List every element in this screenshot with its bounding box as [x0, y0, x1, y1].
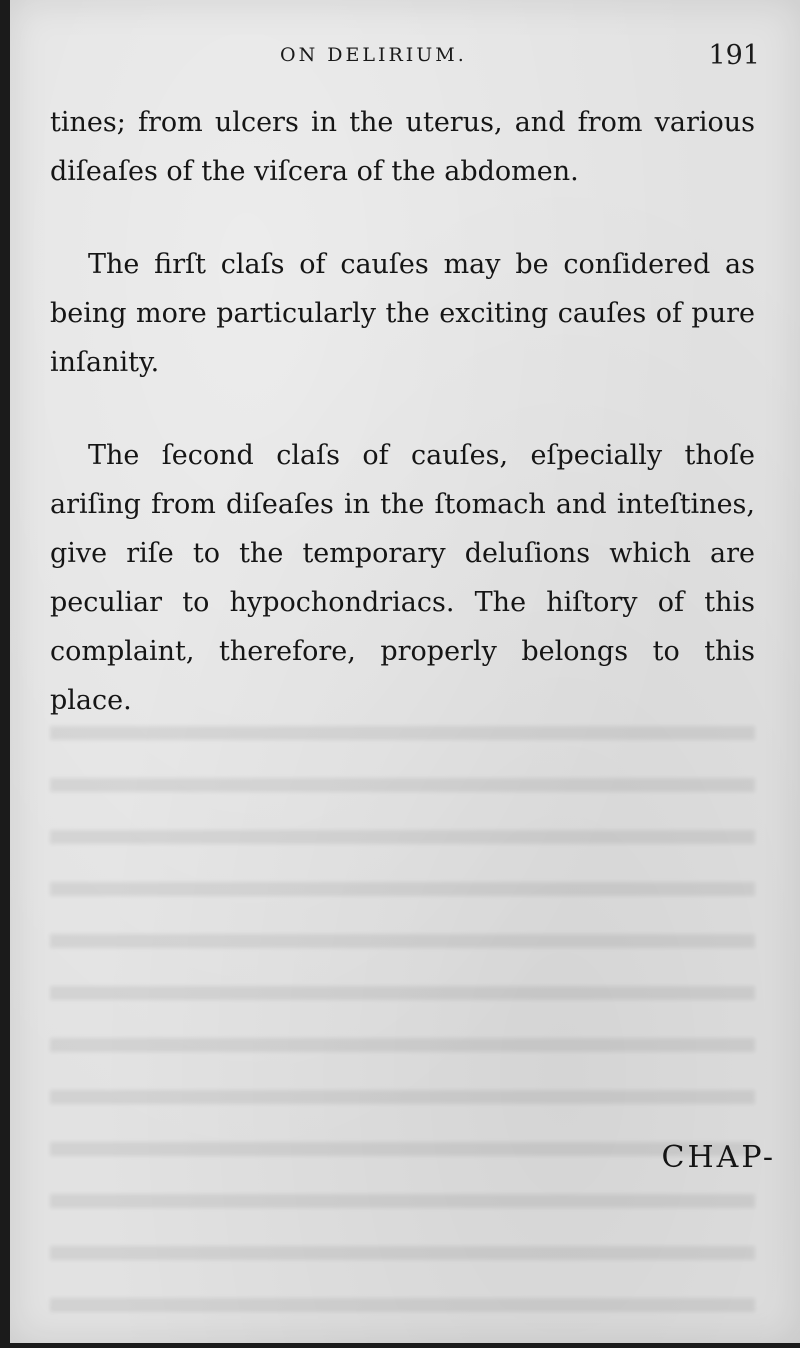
book-page — [10, 0, 800, 1343]
paragraph-second-class: The ſecond claſs of cauſes, eſpecially thoſe ariſing from diſeaſes in the ſtomach and inteſtines, give riſe to the temporary deluſions which are peculiar to hypochondriacs. The hiſtory of this complaint, therefore, properly belongs to this place. — [50, 440, 755, 716]
reverse-side-bleed-through — [50, 700, 755, 1340]
page-number: 191 — [708, 40, 760, 71]
paragraph-continuation: tines; from ulcers in the uterus, and from various diſeaſes of the viſcera of the abdomen. — [50, 107, 755, 187]
body-text — [50, 98, 755, 725]
page-header — [10, 40, 800, 80]
catchword: CHAP- — [661, 1140, 776, 1175]
paragraph-first-class: The firſt claſs of cauſes may be conſidered as being more particularly the exciting cauſes of pure inſanity. — [50, 249, 755, 378]
running-head: ON DELIRIUM. — [280, 44, 467, 66]
